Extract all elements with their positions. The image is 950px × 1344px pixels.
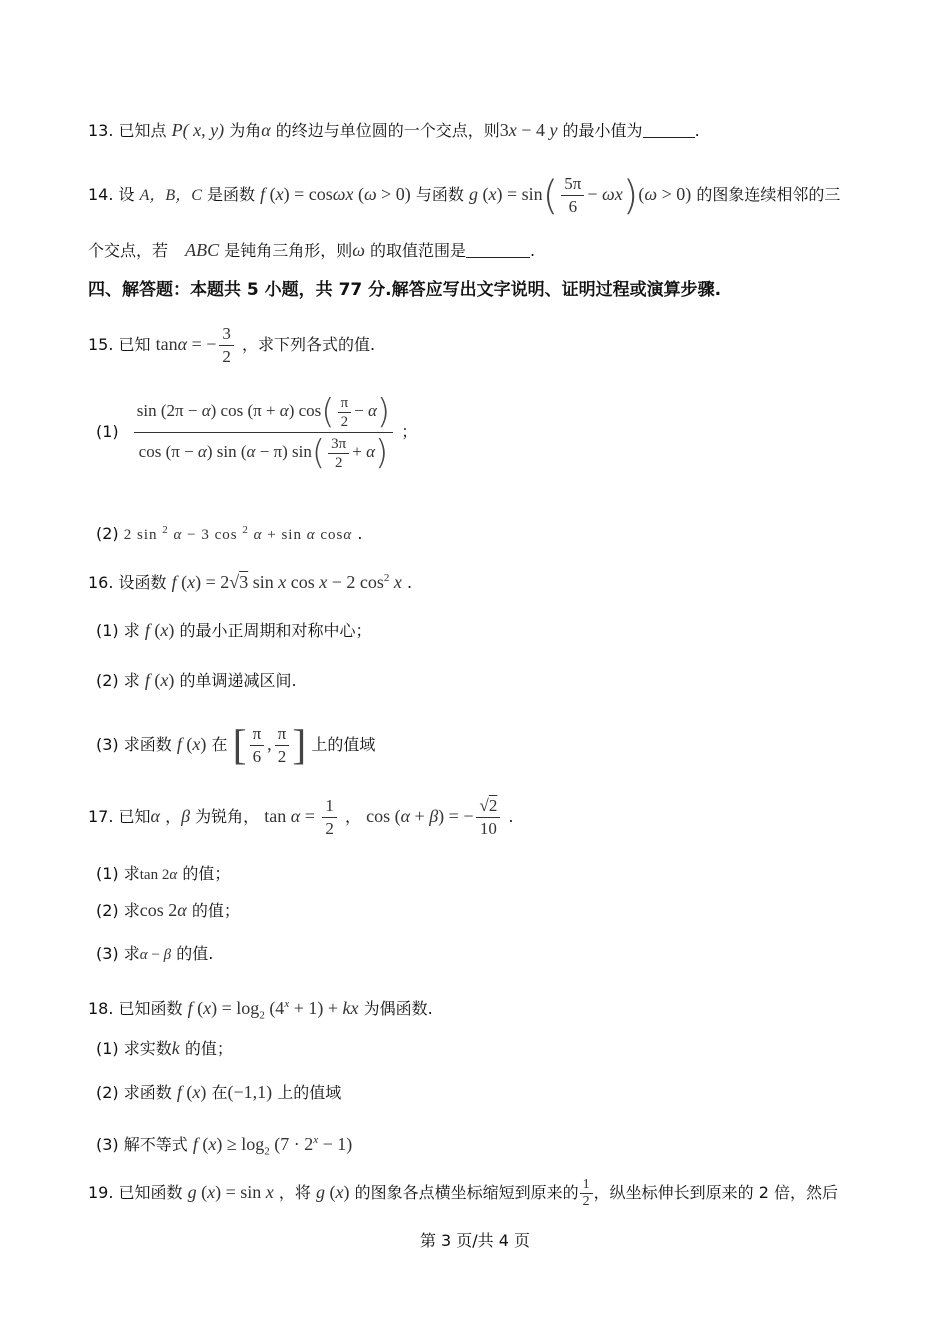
q15-part-2: (2) 2 sin $^2$ α − 3 cos $^2$ α + sin α cosα . xyxy=(96,524,363,543)
q17-number: 17. 已知 xyxy=(88,807,151,826)
q16-number: 16. 设函数 xyxy=(88,573,167,592)
q19-func: g (x) = sin x xyxy=(187,1182,274,1202)
q14-number: 14. 设 xyxy=(88,185,135,204)
q15-expr-2: 2 sin $^2$ α − 3 cos $^2$ α + sin α cosα xyxy=(123,524,353,543)
q14-func-g: g (x) = sin( $\frac{5\pi}{6}$ − ωx)(ω > 0) xyxy=(469,172,692,219)
q18-inequality: f $(x) \ge \log_2 (7 \cdot 2^x - 1)$ xyxy=(192,1134,353,1158)
question-18: 18. 已知函数 f $(x) = \log_2 (4^x + 1)$ + kx 为偶函数. xyxy=(88,998,433,1022)
question-13: 13. 已知点 P( x, y) 为角α 的终边与单位圆的一个交点，则3x − 4 y 的最小值为 . xyxy=(88,120,700,140)
q13-number: 13. 已知点 xyxy=(88,121,167,140)
q18-number: 18. 已知函数 xyxy=(88,999,183,1018)
q18-part-3: (3) 解不等式 f $(x) \ge \log_2 (7 \cdot 2^x - 1)$ xyxy=(96,1134,353,1158)
question-17: 17. 已知α ，β 为锐角， tan α = $\frac{1}{2}$ ， cos (α + β) = − $\frac{√2}{10}$ . xyxy=(88,796,514,839)
question-14-line2: 个交点，若 ABC 是钝角三角形，则ω 的取值范围是 . xyxy=(88,240,536,260)
q16-part-3: (3) 求函数 f (x) 在 [ $\frac{\pi}{6}$ , $\frac{\pi}{2}$ ] 上的值域 xyxy=(96,722,376,769)
answer-blank[interactable] xyxy=(643,121,695,138)
q13-expr: 3x − 4 y xyxy=(499,120,558,140)
q19-number: 19. 已知函数 xyxy=(88,1183,183,1202)
q18-part-2: (2) 求函数 f (x) 在(−1,1) 上的值域 xyxy=(96,1082,342,1102)
q13-point-math: P( x, y) xyxy=(171,120,225,140)
q15-part-1: (1) sin (2π − α) cos (π + α) cos( $\frac{\pi}{2}$ − α) cos (π − α) sin (α − π) sin( $\frac{3\pi}{2}$ + α) ； xyxy=(96,392,418,473)
question-16: 16. 设函数 f (x) = 2√3 sin x cos x − 2 $\cos^2 x$ . xyxy=(88,572,413,592)
q17-part-3: (3) 求α − β 的值. xyxy=(96,944,214,963)
q17-part-2: (2) 求cos 2α 的值； xyxy=(96,900,240,920)
q14-func-f: f (x) = cosωx (ω > 0) xyxy=(260,184,411,204)
q16-interval: [ $\frac{\pi}{6}$ , $\frac{\pi}{2}$ ] xyxy=(232,722,307,769)
q16-part-2: (2) 求 f (x) 的单调递减区间. xyxy=(96,670,297,690)
q17-part-1: (1) 求tan 2α 的值； xyxy=(96,864,231,883)
q16-func: f (x) = 2√3 sin x cos x − 2 $\cos^2 x$ xyxy=(171,572,402,592)
answer-blank[interactable] xyxy=(466,241,530,258)
q15-fraction: sin (2π − α) cos (π + α) cos( $\frac{\pi}{2}$ − α) cos (π − α) sin (α − π) sin( $\frac{3\pi}{2}$ + α) xyxy=(134,392,393,473)
q15-number: 15. 已知 xyxy=(88,335,151,354)
question-14: 14. 设 A，B，C 是函数 f (x) = cosωx (ω > 0) 与函数 g (x) = sin( $\frac{5\pi}{6}$ − ωx)(ω > 0) 的图象连续相邻的三 xyxy=(88,172,841,219)
q15-tan: tanα = − $\frac{3}{2}$ xyxy=(156,334,237,354)
q16-part-1: (1) 求 f (x) 的最小正周期和对称中心； xyxy=(96,620,372,640)
page-footer: 第 3 页/共 4 页 xyxy=(419,1231,531,1250)
question-15: 15. 已知 tanα = − $\frac{3}{2}$ ，求下列各式的值. xyxy=(88,324,376,367)
q17-cos: cos (α + β) = − $\frac{√2}{10}$ xyxy=(366,806,503,826)
q18-part-1: (1) 求实数k 的值； xyxy=(96,1038,233,1058)
section-header: 四、解答题：本题共 5 小题，共 77 分.解答应写出文字说明、证明过程或演算步骤. xyxy=(88,280,722,300)
question-19: 19. 已知函数 g (x) = sin x ，将 g (x) 的图象各点横坐标缩短到原来的 $\frac{1}{2}$ ，纵坐标伸长到原来的 2 倍，然后 xyxy=(88,1177,838,1209)
q18-interval: (−1,1) xyxy=(227,1082,273,1102)
q18-func: f $(x) = \log_2 (4^x + 1)$ + kx xyxy=(187,998,359,1022)
q17-tan: tan α = $\frac{1}{2}$ xyxy=(264,806,340,826)
